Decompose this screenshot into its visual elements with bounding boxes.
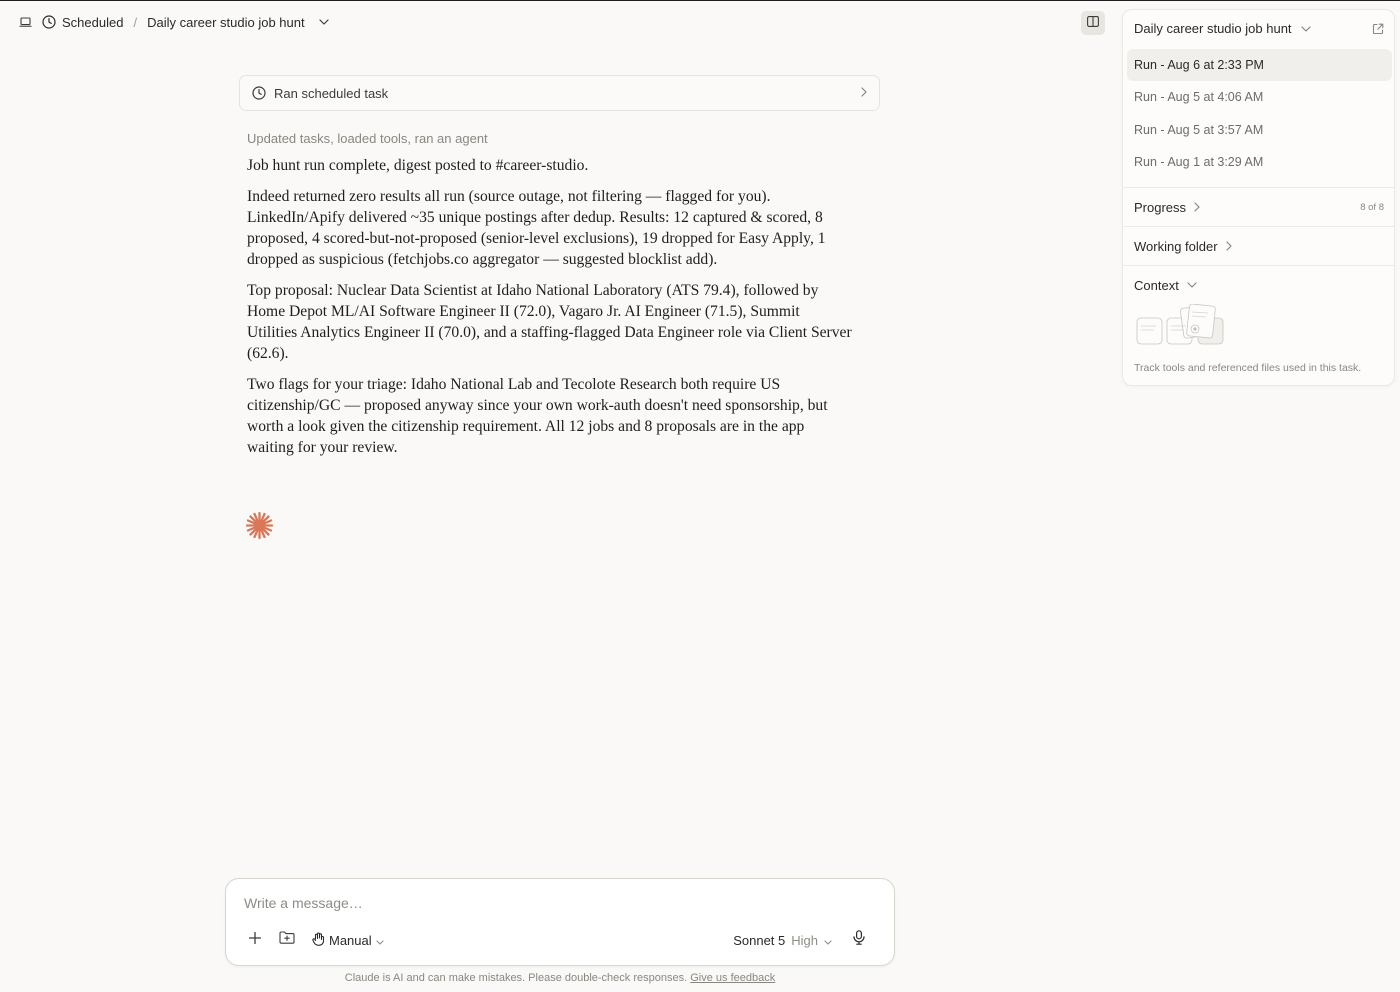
context-section[interactable] xyxy=(1123,265,1394,304)
message-paragraph: Job hunt run complete, digest posted to #career-studio. xyxy=(247,157,589,174)
side-panel-title-dropdown[interactable] xyxy=(1134,21,1311,36)
disclaimer-footer xyxy=(0,972,1120,984)
context-files-illustration xyxy=(1136,304,1226,350)
chevron-down-icon xyxy=(1301,26,1311,32)
message-composer xyxy=(225,878,895,966)
effort-label: High xyxy=(791,932,818,948)
panel-toggle-icon xyxy=(1087,14,1099,32)
voice-input-button[interactable] xyxy=(848,929,870,951)
message-paragraph: Indeed returned zero results all run (source outage, not filtering — flagged for you). LinkedIn/Apify delivered ~35 unique postings after dedup. Results: 12 captured & scored, 8 proposed, 4 scored-but-not-proposed (senior-level exclusions), 19 dropped for Easy Apply, 1 dropped as suspicious (fetchjobs.co aggregator — suggested blocklist add). xyxy=(247,188,826,268)
microphone-icon xyxy=(853,930,865,950)
breadcrumb-separator: / xyxy=(133,14,138,30)
chevron-down-icon xyxy=(319,19,329,25)
working-folder-label: Working folder xyxy=(1134,238,1218,254)
feedback-link[interactable]: Give us feedback xyxy=(690,972,776,984)
clock-icon xyxy=(252,86,266,100)
task-card-label: Ran scheduled task xyxy=(274,85,389,101)
message-paragraph: Two flags for your triage: Idaho National Lab and Tecolote Research both require US citizenship/GC — proposed anyway since your own work-auth doesn't need sponsorship, but worth a look given the citizenship requirement. All 12 jobs and 8 proposals are in the app waiting for your review. xyxy=(247,376,828,456)
message-input[interactable] xyxy=(244,895,874,911)
task-title: Daily career studio job hunt xyxy=(147,14,305,30)
disclaimer-text: Claude is AI and can make mistakes. Please double-check responses. xyxy=(344,972,688,984)
chevron-right-icon xyxy=(1194,202,1200,212)
add-attachment-button[interactable] xyxy=(244,929,266,951)
breadcrumb-task-title[interactable] xyxy=(147,15,329,30)
chevron-down-icon xyxy=(824,933,832,948)
context-label: Context xyxy=(1134,277,1179,293)
chevron-right-icon xyxy=(1226,241,1232,251)
plus-icon xyxy=(249,931,261,949)
model-selector[interactable] xyxy=(733,929,832,951)
message-paragraph: Top proposal: Nuclear Data Scientist at Idaho National Laboratory (ATS 79.4), followed by Home Depot ML/AI Software Engineer II (72.0), Vagaro Jr. AI Engineer (71.5), Summit Utilities Analytics Engineer II (70.0), and a staffing-flagged Data Engineer role via Client Server (62.6). xyxy=(247,282,852,362)
laptop-icon[interactable] xyxy=(18,15,32,29)
progress-count: 8 of 8 xyxy=(1360,201,1384,213)
run-history-list xyxy=(1127,49,1392,178)
chevron-down-icon xyxy=(1187,282,1197,288)
hand-icon xyxy=(312,932,325,949)
top-bar xyxy=(0,1,1110,43)
open-external-icon[interactable] xyxy=(1372,22,1384,40)
run-item[interactable]: Run - Aug 6 at 2:33 PM xyxy=(1127,49,1392,81)
agent-activity-summary[interactable]: Updated tasks, loaded tools, ran an agent xyxy=(247,131,488,146)
assistant-message xyxy=(247,155,852,468)
side-panel-title: Daily career studio job hunt xyxy=(1134,21,1292,36)
add-folder-button[interactable] xyxy=(276,929,298,951)
ran-scheduled-task-card[interactable] xyxy=(239,75,880,111)
clock-icon xyxy=(42,15,56,29)
chevron-down-icon xyxy=(376,933,384,948)
task-side-panel xyxy=(1122,9,1395,386)
mode-selector[interactable] xyxy=(312,929,384,951)
progress-label: Progress xyxy=(1134,199,1187,215)
context-hint: Track tools and referenced files used in this task. xyxy=(1134,362,1362,374)
breadcrumb-scheduled[interactable] xyxy=(42,15,123,30)
folder-plus-icon xyxy=(279,931,295,949)
panel-toggle-button[interactable] xyxy=(1081,11,1105,35)
chevron-right-icon xyxy=(861,87,867,97)
claude-spark-icon xyxy=(245,511,274,540)
working-folder-section[interactable] xyxy=(1123,226,1394,265)
breadcrumb-scheduled-label: Scheduled xyxy=(62,14,124,30)
mode-label: Manual xyxy=(329,932,372,948)
model-label: Sonnet 5 xyxy=(733,932,786,948)
progress-section[interactable] xyxy=(1123,187,1394,226)
run-item[interactable]: Run - Aug 5 at 4:06 AM xyxy=(1134,90,1264,105)
run-item[interactable]: Run - Aug 1 at 3:29 AM xyxy=(1134,154,1264,169)
run-item[interactable]: Run - Aug 5 at 3:57 AM xyxy=(1134,122,1264,137)
